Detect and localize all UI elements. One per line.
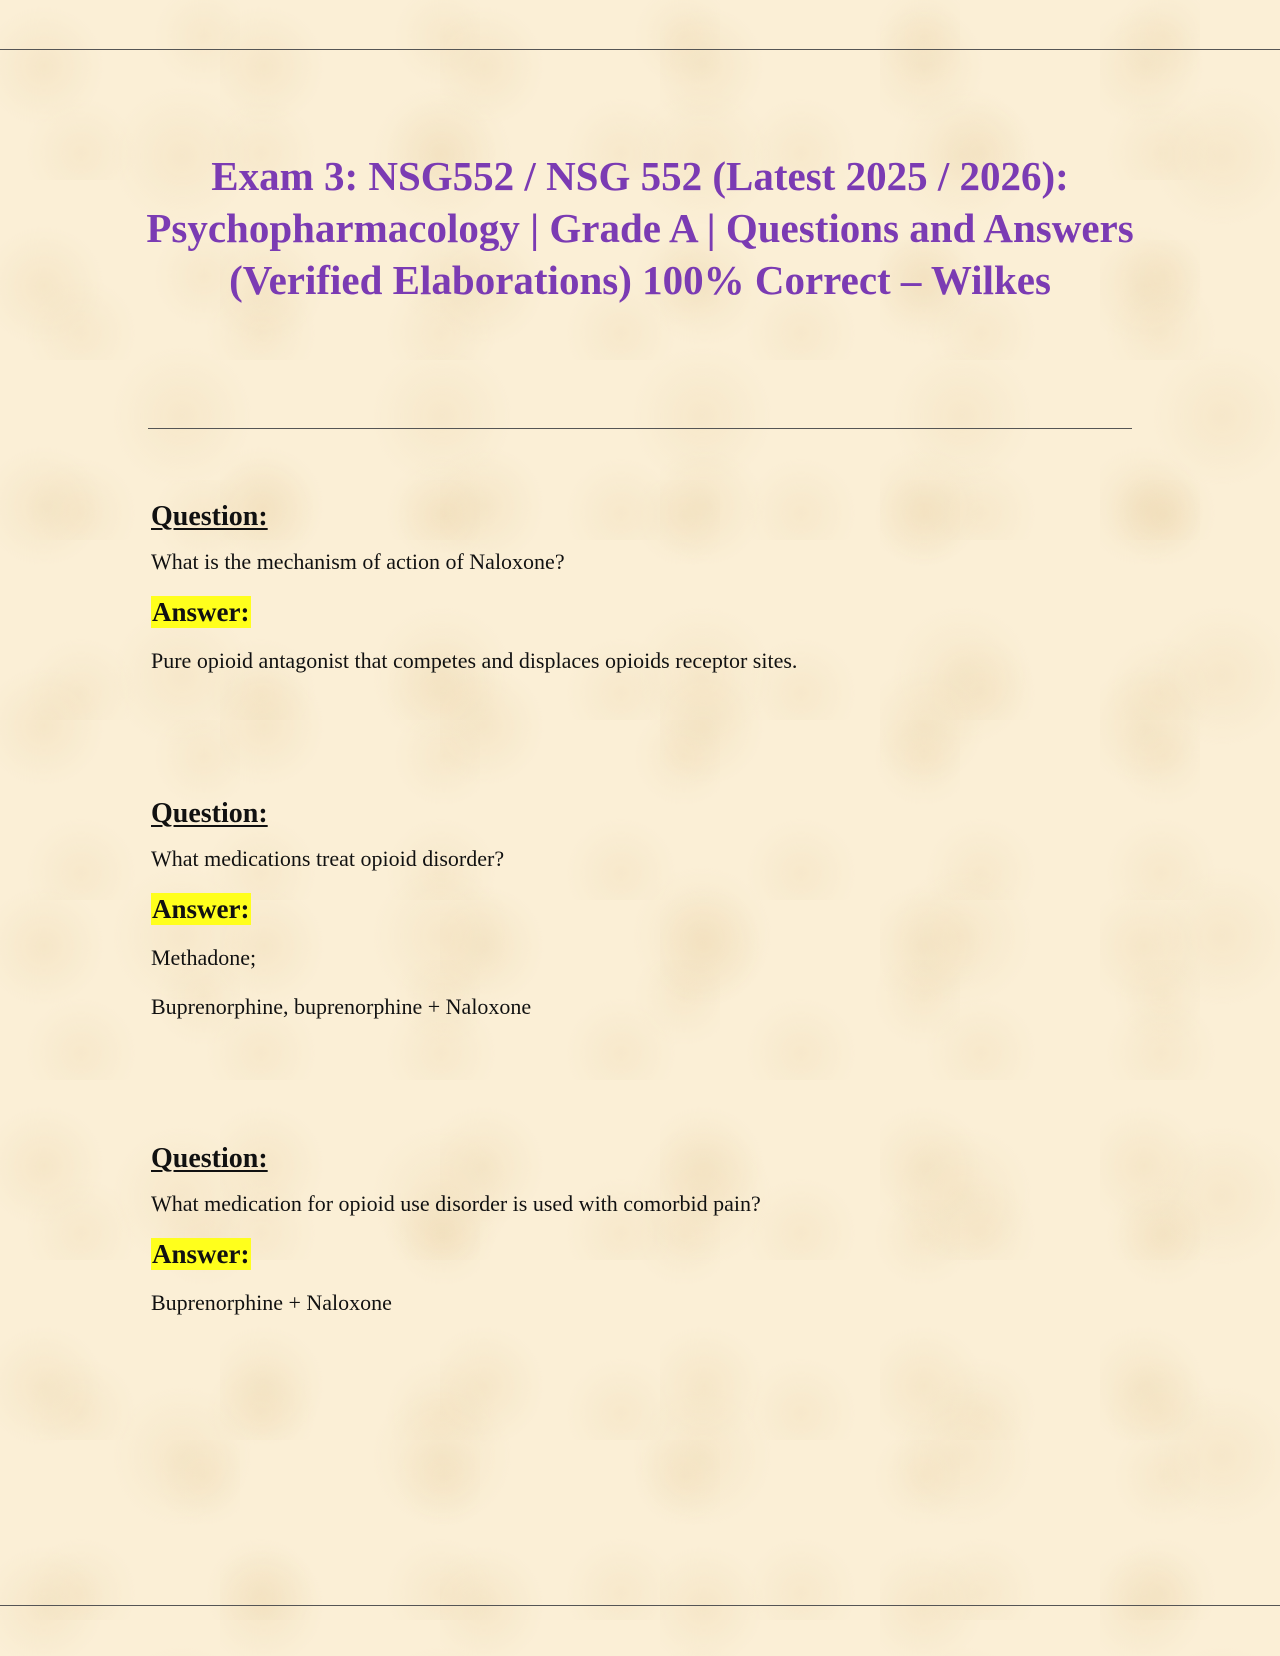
page-bottom-divider bbox=[0, 1605, 1280, 1606]
answer-label: Answer: bbox=[152, 597, 250, 627]
answer-body bbox=[151, 945, 1151, 1020]
page-top-divider bbox=[0, 49, 1280, 50]
answer-body bbox=[151, 648, 1151, 674]
question-text: What medication for opioid use disorder is used with comorbid pain? bbox=[151, 1191, 761, 1216]
qa-item bbox=[151, 797, 1151, 1043]
question-label: Question: bbox=[151, 798, 268, 829]
qa-item bbox=[151, 500, 1151, 697]
qa-item bbox=[151, 1142, 1151, 1339]
answer-line: Pure opioid antagonist that competes and displaces opioids receptor sites. bbox=[151, 648, 798, 673]
question-label: Question: bbox=[151, 501, 268, 532]
answer-body bbox=[151, 1290, 1151, 1316]
question-label: Question: bbox=[151, 1143, 268, 1174]
question-text: What is the mechanism of action of Naloxone? bbox=[151, 549, 565, 574]
answer-line: Methadone; bbox=[151, 945, 257, 970]
title-divider bbox=[148, 428, 1132, 429]
answer-line: Buprenorphine, buprenorphine + Naloxone bbox=[151, 994, 532, 1019]
question-text: What medications treat opioid disorder? bbox=[151, 846, 505, 871]
document-title: Exam 3: NSG552 / NSG 552 (Latest 2025 / 2026): Psychopharmacology | Grade A | Questions and Answers (Verified Elaborations) 100% Correct – Wilkes bbox=[146, 153, 1134, 303]
answer-label: Answer: bbox=[152, 894, 250, 924]
answer-label: Answer: bbox=[152, 1239, 250, 1269]
answer-line: Buprenorphine + Naloxone bbox=[151, 1290, 392, 1315]
